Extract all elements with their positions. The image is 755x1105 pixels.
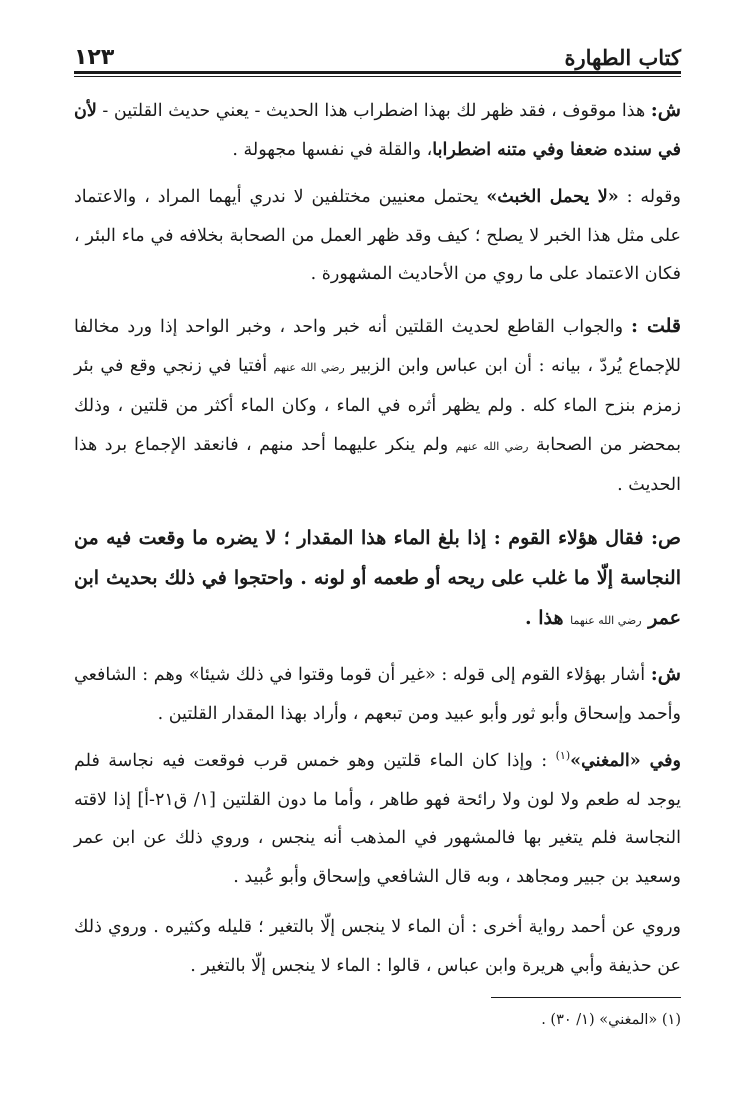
paragraph-text: ، والقلة في نفسها مجهولة . xyxy=(232,139,433,160)
honorific-mark: رضي الله عنهم xyxy=(273,360,345,374)
source-title: وفي «المغني» xyxy=(570,751,681,771)
paragraph-text: وقوله : xyxy=(626,187,681,207)
paragraph-text: فقال هؤلاء القوم : إذا بلغ الماء هذا المقدار ؛ لا يضره ما وقعت فيه من النجاسة إلّا ما غلب على ريحه أو طعمه أو لونه . واحتجوا في ذلك بحديث ابن عمر xyxy=(74,527,681,629)
paragraph-bold-text: لأن في سنده ضعفا وفي متنه اضطرابا xyxy=(74,101,681,160)
paragraph-text: والجواب القاطع لحديث القلتين أنه خبر واحد ، وخبر الواحد إذا ورد مخالفا للإجماع يُردّ ، بيانه : أن ابن عباس وابن الزبير xyxy=(74,317,681,376)
quoted-phrase: «لا يحمل الخبث» xyxy=(486,187,619,207)
page-number: ١٢٣ xyxy=(74,45,115,70)
paragraph-label: ش: xyxy=(650,663,681,685)
page-header xyxy=(74,34,681,70)
paragraph-text: أشار بهؤلاء القوم إلى قوله : xyxy=(441,665,646,685)
paragraph-text: يحتمل معنيين مختلفين لا ندري أيهما المراد ، والاعتماد على مثل هذا الخبر لا يصلح ؛ كيف وقد ظهر العمل من الصحابة بخلافه في ماء البئر ، فكان الاعتماد على ما روي من الأحاديث المشهورة . xyxy=(74,187,681,284)
footnote: (١) «المغني» (١/ ٣٠) . xyxy=(541,1012,681,1028)
paragraph-commentary-2 xyxy=(74,178,681,294)
paragraph-answer xyxy=(74,306,681,505)
header-rule xyxy=(74,71,681,74)
paragraph-label: قلت : xyxy=(631,315,681,337)
paragraph-label: ش: xyxy=(650,99,681,121)
footnote-rule xyxy=(491,997,681,998)
paragraph-text: وروي عن أحمد رواية أخرى : أن الماء لا ينجس إلّا بالتغير ؛ قليله وكثيره . وروي ذلك عن حذيفة وأبي هريرة وابن عباس ، قالوا : الماء لا ينجس إلّا بالتغير . xyxy=(74,917,681,976)
paragraph-text: وهم : الشافعي وأحمد وإسحاق وأبو ثور وأبو عبيد ومن تبعهم ، وأراد بهذا المقدار القلتين . xyxy=(74,665,681,724)
paragraph-text: ولم ينكر عليهما أحد منهم ، فانعقد الإجماع برد هذا الحديث . xyxy=(74,434,681,495)
paragraph-mughni-quote xyxy=(74,742,681,896)
paragraph-main-text xyxy=(74,518,681,641)
paragraph-label: ص: xyxy=(651,527,681,549)
paragraph-text: أفتيا في زنجي وقع في بئر زمزم بنزح الماء كله . ولم يظهر أثره في الماء ، وكان الماء أكثر من قلتين ، وذلك بمحضر من الصحابة xyxy=(74,355,681,455)
paragraph-narration xyxy=(74,908,681,985)
paragraph-text: : وإذا كان الماء قلتين وهو خمس قرب فوقعت فيه نجاسة فلم يوجد له طعم ولا لون ولا رائحة فهو طاهر ، وأما ما دون القلتين [١/ ق٢١-أ] إذا لاقته النجاسة فلم يتغير بها فالمشهور في المذهب أنه ينجس ، وروي ذلك عن ابن عمر وسعيد بن جبير ومجاهد ، وبه قال الشافعي وإسحاق وأبو عُبيد . xyxy=(74,751,681,887)
paragraph-commentary-3 xyxy=(74,654,681,733)
paragraph-commentary-1 xyxy=(74,90,681,169)
header-rule-thin xyxy=(74,76,681,77)
chapter-title: كتاب الطهارة xyxy=(564,45,681,70)
paragraph-text: هذا موقوف ، فقد ظهر لك بهذا اضطراب هذا الحديث - يعني حديث القلتين - xyxy=(102,101,646,121)
footnote-marker: (١) xyxy=(555,749,571,763)
paragraph-text: هذا . xyxy=(524,607,564,629)
quoted-phrase: «غير أن قوما وقتوا في ذلك شيئا» xyxy=(188,665,436,685)
honorific-mark: رضي الله عنهما xyxy=(570,614,642,627)
honorific-mark: رضي الله عنهم xyxy=(455,439,529,453)
